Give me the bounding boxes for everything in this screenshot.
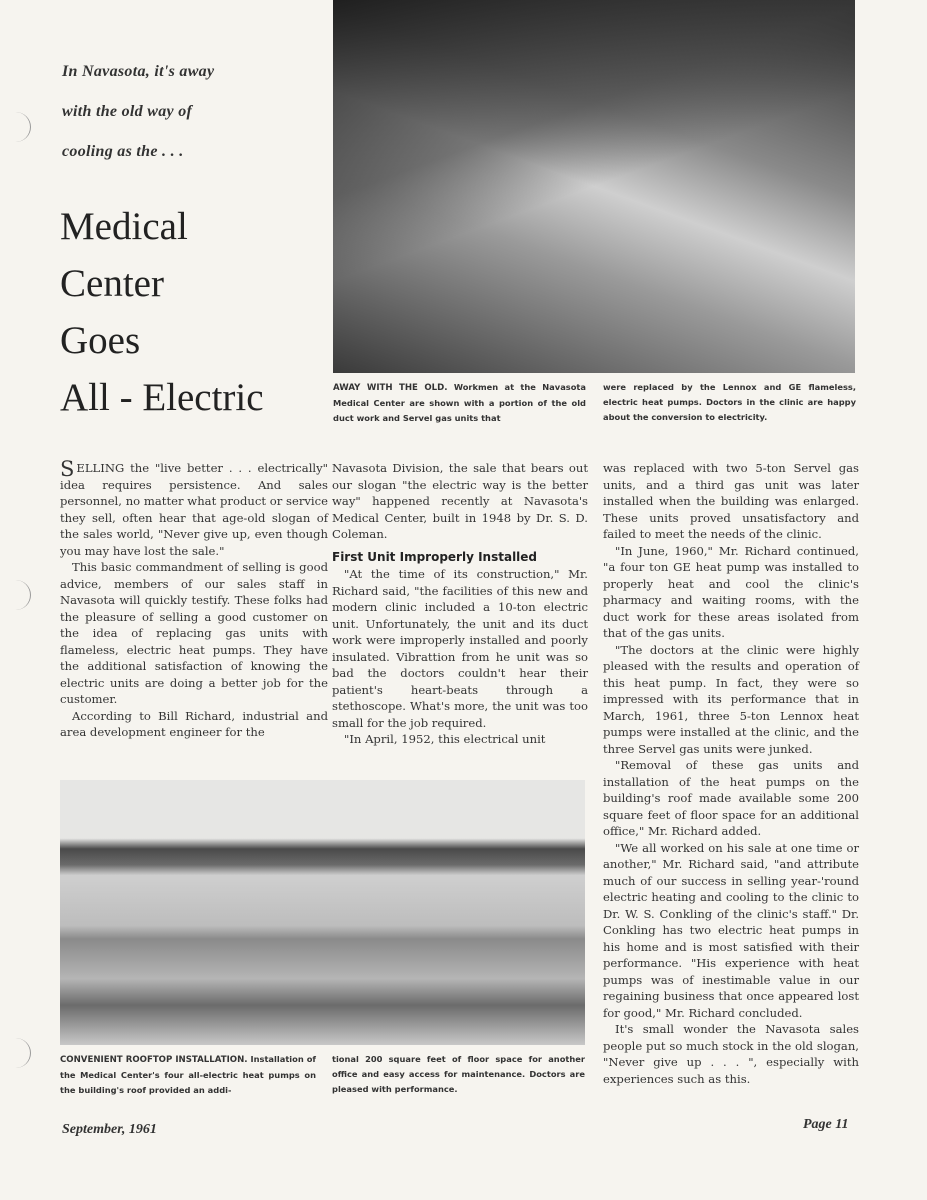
paragraph: "In June, 1960," Mr. Richard continued, "a four ton GE heat pump was installed to properly heat and cool the clinic's pharmacy and waiting rooms, with the duct work for these areas isolated from that of the gas units. (603, 543, 859, 640)
paragraph: It's small wonder the Navasota sales people put so much stock in the old slogan, "Never give up . . . ", especially with experiences such as this. (603, 1022, 859, 1086)
article-column-2 (332, 460, 588, 748)
paragraph: "We all worked on his sale at one time or another," Mr. Richard said, "and attribute much of our success in selling year-'round electric heating and cooling to the clinic to Dr. W. S. Conkling of the clinic's staff." Dr. Conkling has two electric heat pumps in his home and is most satisfied with their performance. "His experience with heat pumps was of inestimable value in our regaining business that once appeared lost for good," Mr. Richard concluded. (603, 840, 859, 1020)
intro-kicker (62, 52, 302, 172)
caption-text: Workmen at the Navasota Medical Center are shown with a portion of the old duct work and Servel gas units that (333, 382, 586, 423)
intro-line: In Navasota, it's away (62, 63, 215, 80)
paragraph: "Removal of these gas units and installation of the heat pumps on the building's roof made available some 200 square feet of floor space for an additional office," Mr. Richard added. (603, 758, 859, 838)
caption-text: were replaced by the Lennox and GE flameless, electric heat pumps. Doctors in the clinic are happy about the conversion to electricity. (603, 382, 856, 422)
paragraph: was replaced with two 5-ton Servel gas units, and a third gas unit was later installed when the building was enlarged. These units proved unsatisfactory and failed to meet the needs of the clinic. (603, 461, 859, 541)
title-line: All - Electric (60, 376, 264, 419)
photo-old-duct-work (333, 0, 855, 373)
paragraph: "The doctors at the clinic were highly pleased with the results and operation of this heat pump. In fact, they were so impressed with its performance that in March, 1961, three 5-ton Lennox heat pumps were installed at the clinic, and the three Servel gas units were junked. (603, 642, 859, 756)
paragraph: Navasota Division, the sale that bears out our slogan "the electric way is the better way" happened recently at Navasota's Medical Center, built in 1948 by Dr. S. D. Coleman. (332, 461, 588, 541)
subheading: First Unit Improperly Installed (332, 549, 538, 564)
caption-lead: AWAY WITH THE OLD. (333, 383, 448, 393)
caption-top-right (603, 380, 856, 425)
intro-line: with the old way of (62, 103, 193, 120)
paragraph: ELLING the "live better . . . electrically" idea requires persistence. And sales personnel, no matter what product or service they sell, often hear that age-old slogan of the sales world, "Never give up, even though you may have lost the sale." (60, 461, 328, 558)
article-column-3 (603, 460, 859, 1087)
caption-text: Installation of the Medical Center's four all-electric heat pumps on the building's roof provided an addi- (60, 1054, 317, 1095)
paragraph: "In April, 1952, this electrical unit (344, 732, 546, 746)
drop-cap: S (60, 457, 75, 481)
paragraph: "At the time of its construction," Mr. Richard said, "the facilities of this new and modern clinic included a 10-ton electric unit. Unfortunately, the unit and its duct work were improperly installed and poorly insulated. Vibrattion from he unit was so bad the doctors couldn't hear their patient's heart-beats through a stethoscope. What's more, the unit was too small for the job required. (332, 567, 588, 730)
article-column-1 (60, 457, 328, 741)
title-line: Medical (60, 205, 188, 248)
photo-medical-center-building (60, 780, 585, 1045)
issue-date: September, 1961 (62, 1122, 157, 1137)
caption-bottom-left (60, 1052, 316, 1098)
binder-hole (0, 580, 31, 610)
title-line: Center (60, 262, 164, 305)
page-title (60, 198, 320, 426)
caption-bottom-right (332, 1052, 585, 1097)
caption-top-left (333, 380, 586, 426)
binder-hole (0, 1038, 31, 1068)
title-line: Goes (60, 319, 141, 362)
paragraph: This basic commandment of selling is good advice, members of our sales staff in Navasota will quickly testify. These folks had the pleasure of selling a good customer on the idea of replacing gas units with flameless, electric heat pumps. They have the additional satisfaction of knowing the electric units are doing a better job for the customer. (60, 560, 328, 706)
caption-lead: CONVENIENT ROOFTOP INSTALLATION. (60, 1055, 248, 1065)
intro-line: cooling as the . . . (62, 143, 184, 160)
caption-text: tional 200 square feet of floor space for another office and easy access for maintenance. Doctors are pleased with performance. (332, 1054, 585, 1094)
paragraph: According to Bill Richard, industrial and area development engineer for the (60, 708, 328, 739)
page-number: Page 11 (803, 1117, 849, 1132)
binder-hole (0, 112, 31, 142)
